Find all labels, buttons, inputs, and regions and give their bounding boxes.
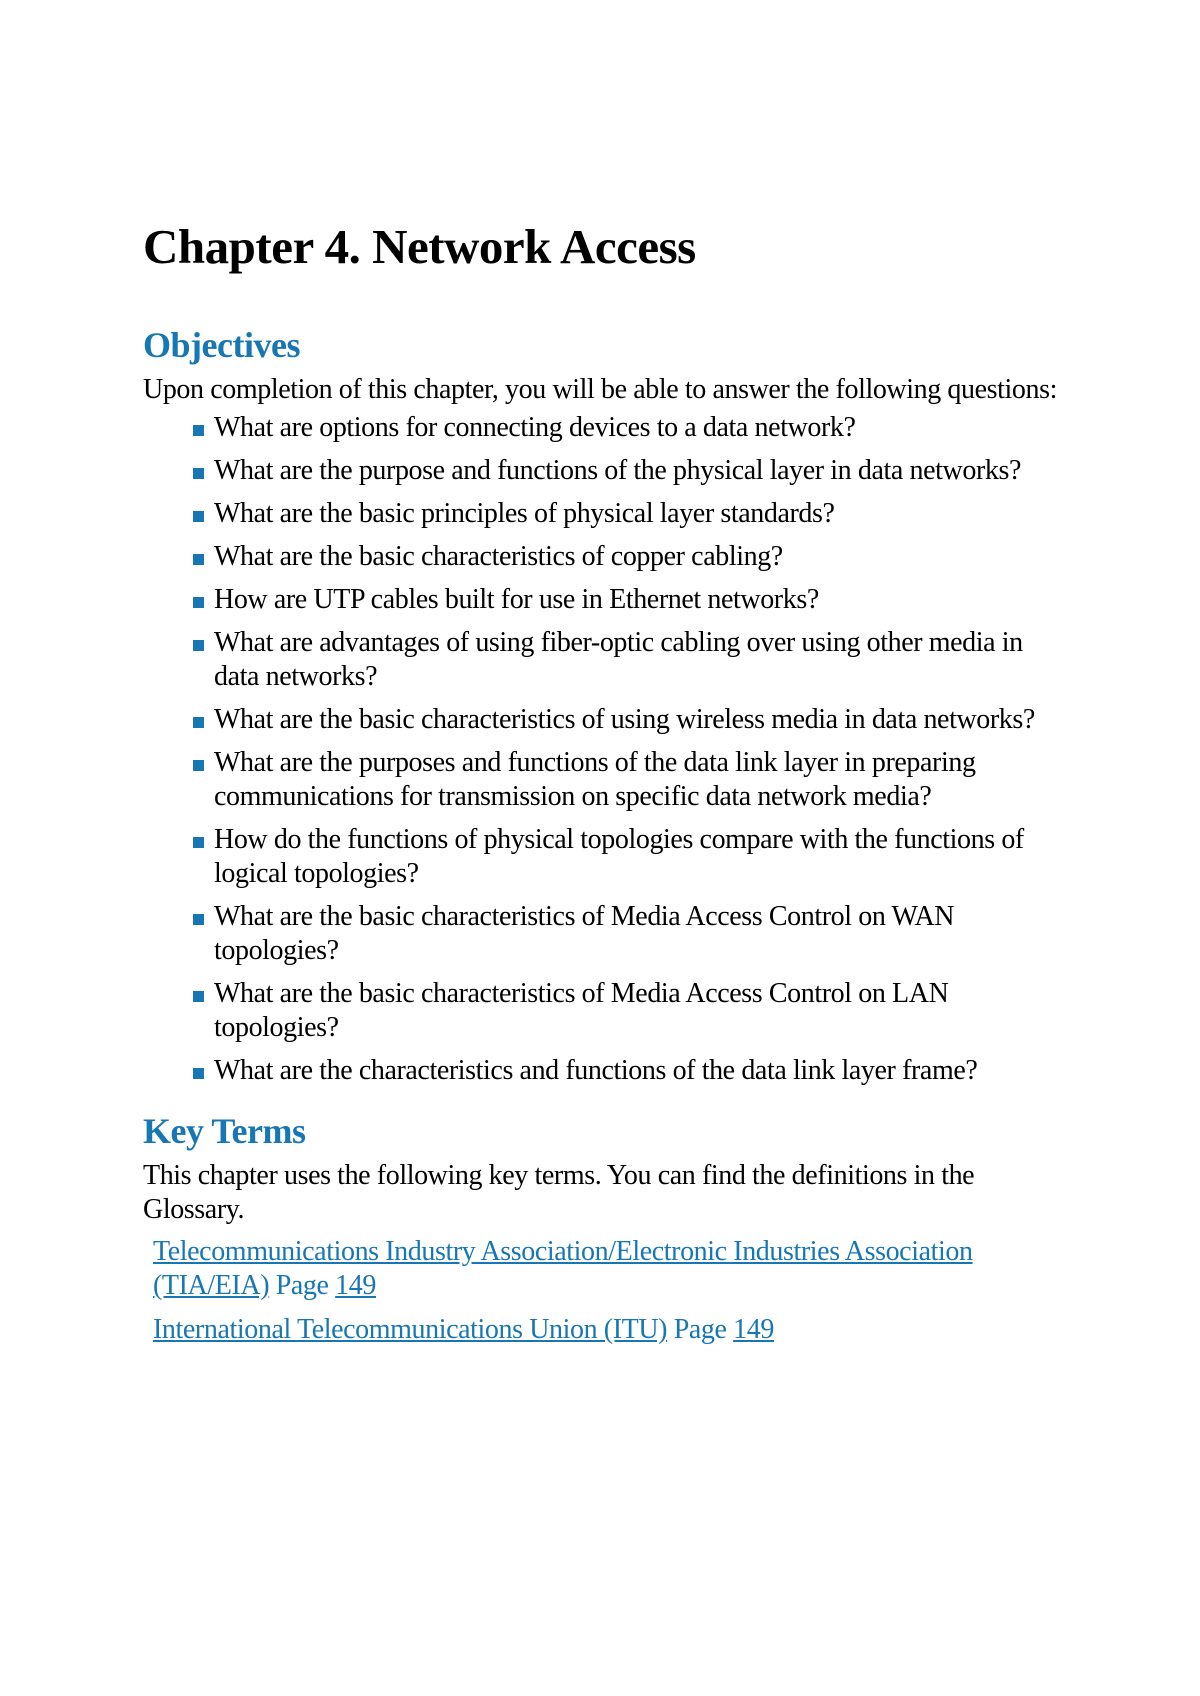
objective-text: What are the purposes and functions of the data link layer in preparing communications for transmission on specific data network media? xyxy=(214,746,976,812)
objective-item xyxy=(191,900,1073,968)
square-bullet-icon xyxy=(193,717,204,728)
objective-item xyxy=(191,540,1073,574)
page-number-link[interactable]: 149 xyxy=(335,1270,376,1302)
key-term-item xyxy=(153,1235,1073,1303)
objective-text: What are the basic characteristics of Media Access Control on WAN topologies? xyxy=(214,900,955,966)
square-bullet-icon xyxy=(193,468,204,479)
objective-text: What are options for connecting devices to a data network? xyxy=(214,411,856,443)
objective-item xyxy=(191,1054,1073,1088)
objective-text: What are the basic characteristics of copper cabling? xyxy=(214,540,783,572)
square-bullet-icon xyxy=(193,837,204,848)
document-page xyxy=(143,218,1073,1357)
key-term-item xyxy=(153,1313,1073,1347)
objective-text: What are the basic principles of physical layer standards? xyxy=(214,497,835,529)
objectives-heading: Objectives xyxy=(143,324,300,365)
objective-text: How do the functions of physical topologies compare with the functions of logical topologies? xyxy=(214,823,1024,889)
objective-item xyxy=(191,583,1073,617)
objective-item xyxy=(191,626,1073,694)
objective-item xyxy=(191,497,1073,531)
objective-text: What are the purpose and functions of the physical layer in data networks? xyxy=(214,454,1021,486)
objective-item xyxy=(191,411,1073,445)
objective-item xyxy=(191,454,1073,488)
objective-item xyxy=(191,746,1073,814)
objective-item xyxy=(191,823,1073,891)
objective-text: What are the characteristics and functions of the data link layer frame? xyxy=(214,1054,978,1086)
key-terms-heading: Key Terms xyxy=(143,1110,306,1151)
square-bullet-icon xyxy=(193,1068,204,1079)
chapter-title: Chapter 4. Network Access xyxy=(143,219,696,274)
square-bullet-icon xyxy=(193,425,204,436)
square-bullet-icon xyxy=(193,760,204,771)
square-bullet-icon xyxy=(193,597,204,608)
objective-text: How are UTP cables built for use in Ethernet networks? xyxy=(214,583,819,615)
square-bullet-icon xyxy=(193,554,204,565)
square-bullet-icon xyxy=(193,640,204,651)
page-label: Page xyxy=(275,1270,329,1302)
objectives-intro: Upon completion of this chapter, you will be able to answer the following questions: xyxy=(143,373,1057,405)
square-bullet-icon xyxy=(193,991,204,1002)
key-term-link[interactable]: International Telecommunications Union (ITU) xyxy=(153,1314,668,1346)
key-term-link[interactable]: Telecommunications Industry Association/Electronic Industries Association (TIA/EIA) xyxy=(153,1236,973,1302)
square-bullet-icon xyxy=(193,511,204,522)
objective-text: What are advantages of using fiber-optic cabling over using other media in data networks? xyxy=(214,626,1023,692)
objective-text: What are the basic characteristics of Media Access Control on LAN topologies? xyxy=(214,977,949,1043)
square-bullet-icon xyxy=(193,914,204,925)
objective-item xyxy=(191,977,1073,1045)
key-terms-intro: This chapter uses the following key terms. You can find the definitions in the Glossary. xyxy=(143,1160,975,1226)
objective-text: What are the basic characteristics of using wireless media in data networks? xyxy=(214,703,1035,735)
page-label: Page xyxy=(673,1314,727,1346)
key-terms-list xyxy=(153,1235,1073,1347)
page-number-link[interactable]: 149 xyxy=(733,1314,774,1346)
objectives-list xyxy=(143,411,1073,1088)
objective-item xyxy=(191,703,1073,737)
